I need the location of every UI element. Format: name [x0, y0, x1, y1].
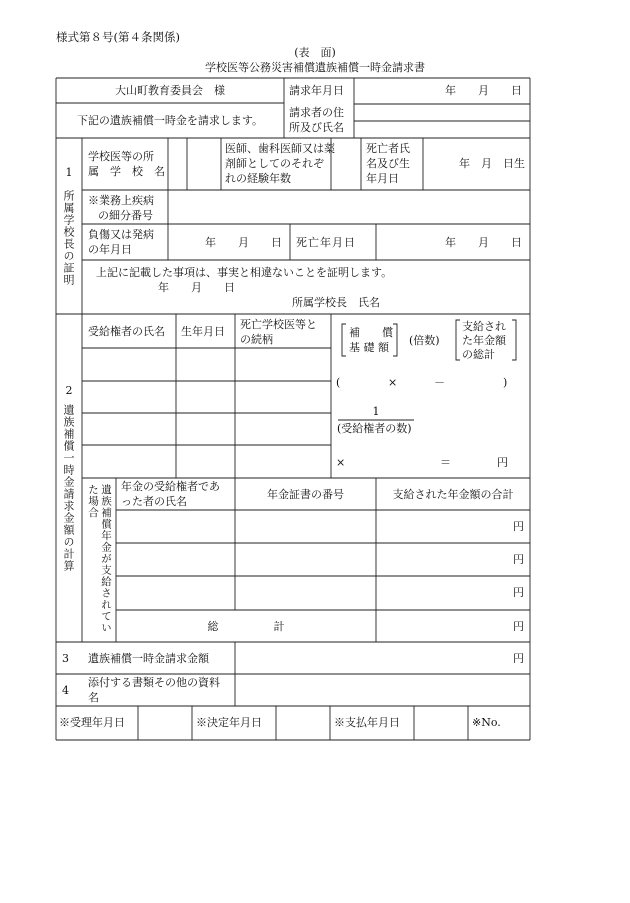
claimant-label-2: 所及び氏名: [289, 121, 344, 134]
fraction-numerator: 1: [372, 405, 380, 418]
section1-vertical-label: 所属学校長の証明: [62, 190, 75, 286]
school-label-2: 属 学 校 名: [88, 165, 165, 178]
section3-number: 3: [62, 652, 69, 665]
formula-yen: 円: [497, 456, 508, 469]
total-paid-3: の総計: [462, 348, 495, 361]
basic-amount-1: 補 償: [349, 326, 393, 339]
disease-label-1: ※業務上疾病: [88, 194, 154, 207]
injury-label-2: の年月日: [88, 243, 132, 256]
receipt-date-label: ※受理年月日: [59, 716, 125, 729]
section3-yen: 円: [513, 652, 524, 665]
form-number: 様式第８号(第４条関係): [56, 30, 180, 44]
claim-date-value[interactable]: 年 月 日: [445, 84, 522, 97]
section1-number: 1: [65, 166, 73, 179]
section4-number: 4: [62, 684, 69, 697]
decision-date-label: ※決定年月日: [196, 716, 262, 729]
deceased-birth-value[interactable]: 年 月 日生: [459, 157, 525, 170]
experience-label-3: れの経験年数: [225, 172, 291, 185]
basic-amount-2: 基 礎 額: [349, 341, 389, 354]
row-yen: 円: [513, 520, 524, 533]
payment-date-label: ※支払年月日: [334, 716, 400, 729]
disease-label-2: の細分番号: [98, 209, 153, 222]
pension-vertical-label: 遺族補償年金が支給されていた場合: [87, 484, 112, 634]
pension-recipient-header-1: 年金の受給権者であ: [121, 480, 220, 493]
school-label-1: 学校医等の所: [88, 150, 154, 163]
certification-date[interactable]: 年 月 日: [158, 281, 235, 294]
form-title: 学校医等公務災害補償遺族補償一時金請求書: [205, 61, 425, 74]
paid-total-header: 支給された年金額の合計: [392, 488, 514, 501]
deceased-label-2: 名及び生: [366, 157, 410, 170]
total-paid-1: 支給され: [462, 320, 506, 333]
number-label: ※No.: [472, 716, 501, 729]
formula-paren-open: (: [336, 376, 341, 389]
formula-times: ×: [388, 376, 398, 389]
principal-name-label: 所属学校長 氏名: [292, 296, 380, 309]
formula-times-2: ×: [336, 456, 346, 469]
claimant-label-1: 請求者の住: [289, 106, 344, 119]
pension-recipient-header-2: った者の氏名: [121, 495, 187, 508]
formula-equals: ＝: [440, 456, 451, 469]
certification-text: 上記に記載した事項は、事実と相違ないことを証明します。: [96, 266, 393, 279]
relation-header-1: 死亡学校医等と: [240, 318, 317, 331]
section4-label-1: 添付する書類その他の資料: [88, 676, 220, 689]
death-date-value[interactable]: 年 月 日: [445, 236, 522, 249]
relation-header-2: の続柄: [240, 333, 273, 346]
experience-label-2: 剤師としてのそれぞ: [225, 157, 324, 170]
certificate-number-header: 年金証書の番号: [267, 488, 344, 501]
addressee: 大山町教育委員会 様: [115, 84, 225, 97]
section3-label: 遺族補償一時金請求金額: [88, 652, 209, 665]
fraction-denominator: (受給権者の数): [337, 422, 412, 435]
beneficiary-name-header: 受給権者の氏名: [88, 325, 165, 338]
section2-vertical-label: 遺族補償一時金請求金額の計算: [62, 404, 75, 572]
birth-date-header: 生年月日: [181, 325, 225, 338]
row-yen: 円: [513, 553, 524, 566]
deceased-label-1: 死亡者氏: [366, 142, 410, 155]
death-date-label: 死亡年月日: [296, 236, 356, 249]
grand-total-label: 総 計: [207, 620, 285, 633]
injury-date-value[interactable]: 年 月 日: [205, 236, 282, 249]
request-text: 下記の遺族補償一時金を請求します。: [76, 114, 264, 127]
multiplier-label: (倍数): [409, 334, 440, 347]
side-label: (表 面): [294, 46, 336, 59]
row-yen: 円: [513, 586, 524, 599]
formula-paren-close: ): [503, 376, 508, 389]
section2-number: 2: [65, 384, 73, 397]
total-paid-2: た年金額: [462, 334, 506, 347]
experience-label-1: 医師、歯科医師又は薬: [225, 142, 335, 155]
formula-minus: －: [434, 376, 445, 389]
section4-label-2: 名: [88, 691, 99, 704]
claim-date-label: 請求年月日: [289, 84, 344, 97]
grand-total-yen: 円: [513, 620, 524, 633]
injury-label-1: 負傷又は発病: [88, 228, 154, 241]
deceased-label-3: 年月日: [366, 172, 399, 185]
